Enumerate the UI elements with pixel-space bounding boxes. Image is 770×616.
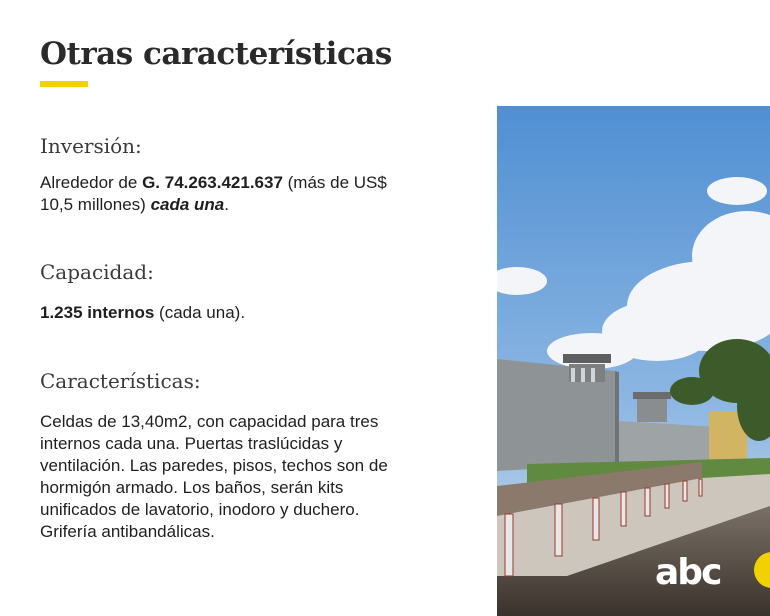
features-heading: Características:: [40, 369, 201, 393]
capacity-heading: Capacidad:: [40, 260, 154, 284]
features-text: Celdas de 13,40m2, con capacidad para tres internos cada una. Puertas traslúcidas y ventilación. Las paredes, pisos, techos son de hormigón armado. Los baños, serán kits unificados de lavatorio, inodoro y duchero. Grifería antibandálicas.: [40, 412, 388, 541]
investment-emphasis: cada una: [150, 195, 225, 214]
capacity-text: 1.235 internos (cada una).: [40, 303, 246, 322]
svg-text:abc: abc: [655, 552, 721, 593]
title-underline: [40, 81, 88, 87]
investment-heading: Inversión:: [40, 134, 142, 158]
prison-photo: [497, 106, 770, 616]
capacity-amount: 1.235 internos: [40, 303, 155, 322]
watch-tower: [563, 354, 611, 382]
investment-text: Alrededor de G. 74.263.421.637 (más de US$ 10,5 millones) cada una.: [40, 173, 387, 214]
page-title: Otras características: [40, 36, 392, 72]
investment-amount: G. 74.263.421.637: [142, 173, 283, 192]
